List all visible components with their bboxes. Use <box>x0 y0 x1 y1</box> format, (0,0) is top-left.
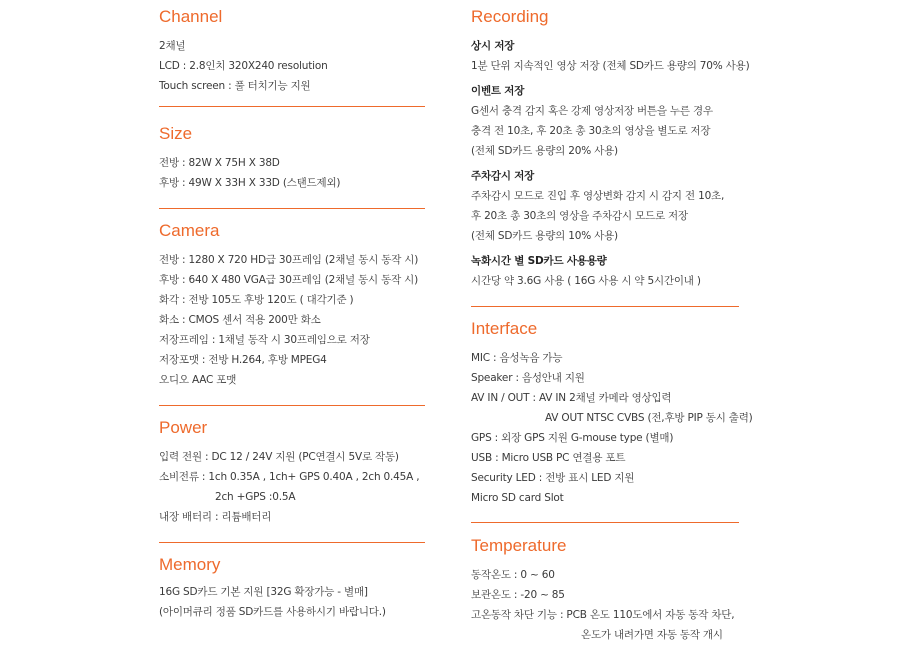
temperature-line-4: 온도가 내려가면 자동 동작 개시 <box>581 629 723 641</box>
camera-divider <box>159 405 425 406</box>
recording-event-line-3: (전체 SD카드 용량의 20% 사용) <box>471 145 618 157</box>
temperature-line-2: 보관온도 : -20 ~ 85 <box>471 589 565 601</box>
recording-heading: Recording <box>471 7 549 26</box>
recording-event-line-1: G센서 충격 감지 혹은 강제 영상저장 버튼을 누른 경우 <box>471 105 713 117</box>
camera-line-4: 화소 : CMOS 센서 적용 200만 화소 <box>159 314 321 326</box>
temperature-line-1: 동작온도 : 0 ~ 60 <box>471 569 555 581</box>
size-heading: Size <box>159 124 193 143</box>
interface-line-3: AV IN / OUT : AV IN 2채널 카메라 영상입력 <box>471 392 672 404</box>
channel-heading: Channel <box>159 7 223 26</box>
channel-line-2: LCD : 2.8인치 320X240 resolution <box>159 60 328 72</box>
recording-event-line-2: 충격 전 10초, 후 20초 총 30초의 영상을 별도로 저장 <box>471 125 711 137</box>
channel-line-1: 2채널 <box>159 40 186 52</box>
interface-line-4: AV OUT NTSC CVBS (전,후방 PIP 동시 출력) <box>545 412 753 424</box>
channel-divider <box>159 106 425 107</box>
size-divider <box>159 208 425 209</box>
camera-line-1: 전방 : 1280 X 720 HD급 30프레임 (2채널 동시 동작 시) <box>159 254 419 266</box>
recording-parking-line-2: 후 20초 총 30초의 영상을 주차감시 모드로 저장 <box>471 210 688 222</box>
recording-group-title-always: 상시 저장 <box>471 40 515 52</box>
interface-line-6: USB : Micro USB PC 연결용 포트 <box>471 452 626 464</box>
camera-line-2: 후방 : 640 X 480 VGA급 30프레임 (2채널 동시 동작 시) <box>159 274 418 286</box>
interface-heading: Interface <box>471 319 538 338</box>
interface-divider <box>471 522 739 523</box>
camera-line-5: 저장프레임 : 1채널 동작 시 30프레임으로 저장 <box>159 334 370 346</box>
channel-line-3: Touch screen : 풀 터치기능 지원 <box>159 80 311 92</box>
size-line-1: 전방 : 82W X 75H X 38D <box>159 157 280 169</box>
temperature-heading: Temperature <box>471 536 567 555</box>
power-line-3: 2ch +GPS :0.5A <box>215 491 296 503</box>
interface-line-7: Security LED : 전방 표시 LED 지원 <box>471 472 635 484</box>
camera-line-7: 오디오 AAC 포맷 <box>159 374 237 386</box>
interface-line-2: Speaker : 음성안내 지원 <box>471 372 585 384</box>
memory-line-2: (아이머큐리 정품 SD카드를 사용하시기 바랍니다.) <box>159 606 386 618</box>
recording-group-title-event: 이벤트 저장 <box>471 85 525 97</box>
camera-heading: Camera <box>159 221 220 240</box>
interface-line-1: MIC : 음성녹음 가능 <box>471 352 563 364</box>
recording-group-title-capacity: 녹화시간 별 SD카드 사용용량 <box>471 255 607 267</box>
power-heading: Power <box>159 418 208 437</box>
recording-parking-line-3: (전체 SD카드 용량의 10% 사용) <box>471 230 618 242</box>
power-line-4: 내장 배터리 : 리튬배터리 <box>159 511 272 523</box>
power-line-1: 입력 전원 : DC 12 / 24V 지원 (PC연결시 5V로 작동) <box>159 451 399 463</box>
power-divider <box>159 542 425 543</box>
size-line-2: 후방 : 49W X 33H X 33D (스탠드제외) <box>159 177 341 189</box>
recording-parking-line-1: 주차감시 모드로 진입 후 영상변화 감지 시 감지 전 10초, <box>471 190 725 202</box>
camera-line-3: 화각 : 전방 105도 후방 120도 ( 대각기준 ) <box>159 294 354 306</box>
recording-divider <box>471 306 739 307</box>
memory-heading: Memory <box>159 555 221 574</box>
memory-line-1: 16G SD카드 기본 지원 [32G 확장가능 - 별매] <box>159 586 368 598</box>
interface-line-8: Micro SD card Slot <box>471 492 564 504</box>
recording-always-line-1: 1분 단위 지속적인 영상 저장 (전체 SD카드 용량의 70% 사용) <box>471 60 750 72</box>
recording-group-title-parking: 주차감시 저장 <box>471 170 535 182</box>
interface-line-5: GPS : 외장 GPS 지원 G-mouse type (별매) <box>471 432 674 444</box>
camera-line-6: 저장포맷 : 전방 H.264, 후방 MPEG4 <box>159 354 327 366</box>
recording-capacity-line-1: 시간당 약 3.6G 사용 ( 16G 사용 시 약 5시간이내 ) <box>471 275 701 287</box>
power-line-2: 소비전류 : 1ch 0.35A , 1ch+ GPS 0.40A , 2ch 0.45A , <box>159 471 420 483</box>
temperature-line-3: 고온동작 차단 기능 : PCB 온도 110도에서 자동 동작 차단, <box>471 609 735 621</box>
